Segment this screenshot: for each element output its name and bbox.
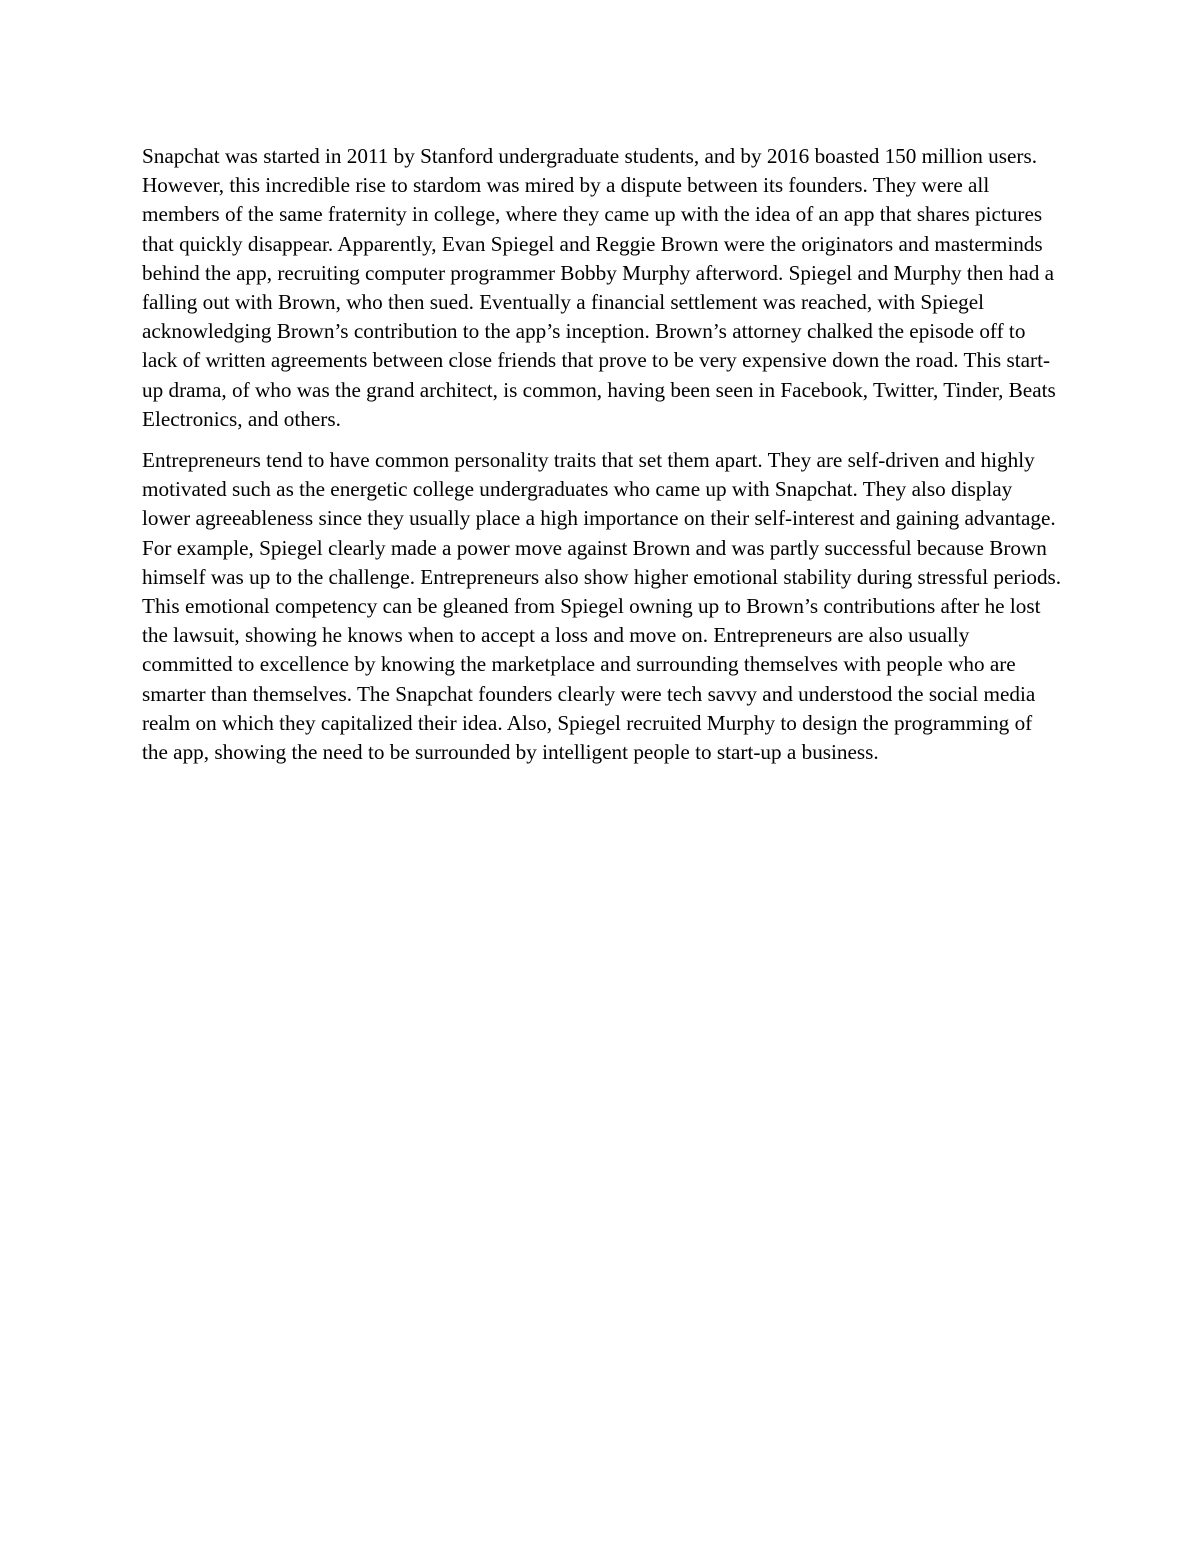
paragraph-snapchat-history: Snapchat was started in 2011 by Stanford undergraduate students, and by 2016 boasted 150 million users. However, this incredible rise to stardom was mired by a dispute between its founders. They were all members of the same fraternity in college, where they came up with the idea of an app that shares pictures that quickly disappear. Apparently, Evan Spiegel and Reggie Brown were the originators and masterminds behind the app, recruiting computer programmer Bobby Murphy afterword. Spiegel and Murphy then had a falling out with Brown, who then sued. Eventually a financial settlement was reached, with Spiegel acknowledging Brown’s contribution to the app’s inception. Brown’s attorney chalked the episode off to lack of written agreements between close friends that prove to be very expensive down the road. This start-up drama, of who was the grand architect, is common, having been seen in Facebook, Twitter, Tinder, Beats Electronics, and others.: [142, 144, 1056, 431]
paragraph-entrepreneur-traits: Entrepreneurs tend to have common personality traits that set them apart. They are self-driven and highly motivated such as the energetic college undergraduates who came up with Snapchat. They also display lower agreeableness since they usually place a high importance on their self-interest and gaining advantage. For example, Spiegel clearly made a power move against Brown and was partly successful because Brown himself was up to the challenge. Entrepreneurs also show higher emotional stability during stressful periods. This emotional competency can be gleaned from Spiegel owning up to Brown’s contributions after he lost the lawsuit, showing he knows when to accept a loss and move on. Entrepreneurs are also usually committed to excellence by knowing the marketplace and surrounding themselves with people who are smarter than themselves. The Snapchat founders clearly were tech savvy and understood the social media realm on which they capitalized their idea. Also, Spiegel recruited Murphy to design the programming of the app, showing the need to be surrounded by intelligent people to start-up a business.: [142, 448, 1062, 765]
document-body: [142, 142, 1062, 779]
